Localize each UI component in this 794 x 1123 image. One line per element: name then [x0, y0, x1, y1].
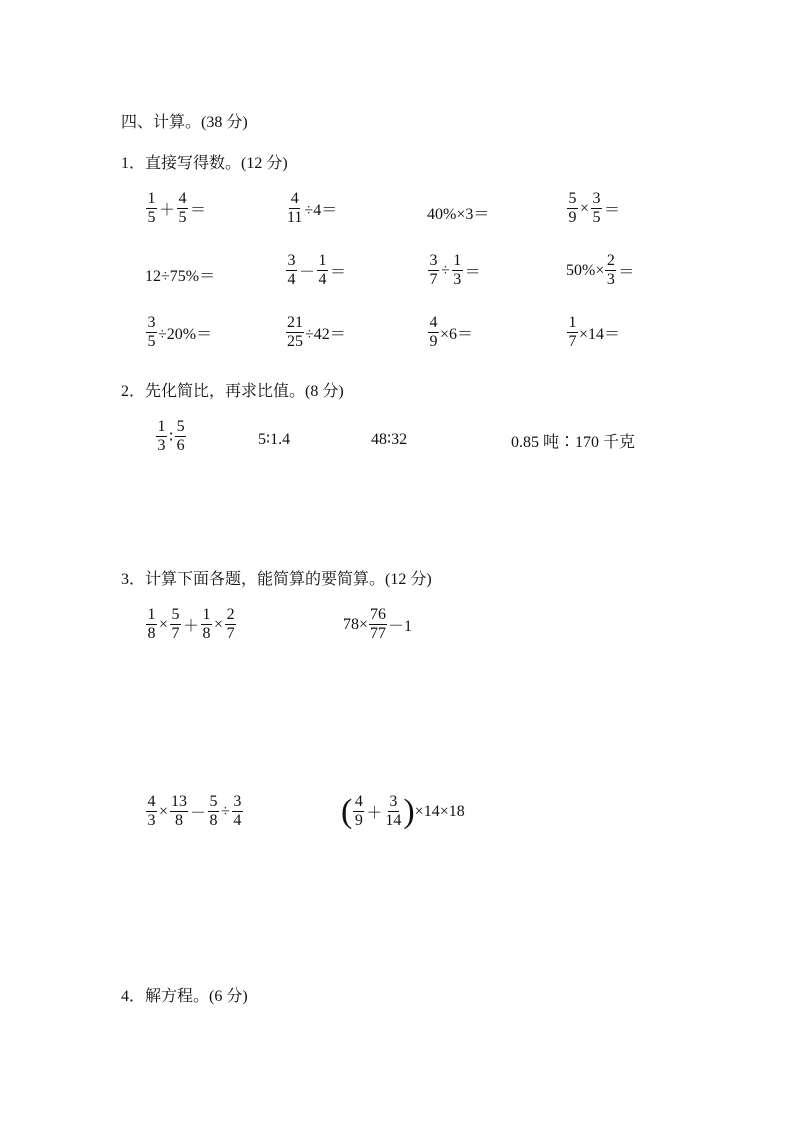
fraction: $\frac{5}{8}$: [209, 793, 218, 829]
fraction: $\frac{3}{14}$: [385, 793, 402, 829]
q1-item-4: $\frac{5}{9}$ × $\frac{3}{5}$ ＝: [568, 190, 621, 226]
q3-expr-4: ( $\frac{4}{9}$ ＋ $\frac{3}{14}$ ) ×14×18: [341, 792, 465, 830]
fraction: $\frac{1}{8}$: [147, 606, 156, 642]
fraction: $\frac{1}{3}$: [157, 418, 166, 454]
right-paren: ): [403, 792, 415, 830]
fraction: $\frac{1}{5}$: [147, 190, 156, 226]
q1-item-7: $\frac{3}{7}$ ÷ $\frac{1}{3}$ ＝: [429, 252, 481, 288]
fraction: $\frac{21}{25}$: [287, 314, 303, 350]
q3-expr-3: $\frac{4}{3}$ × $\frac{13}{8}$ － $\frac{5}{8}$ ÷ $\frac{3}{4}$: [147, 793, 242, 829]
q2-item-1: $\frac{1}{3}$ ∶ $\frac{5}{6}$: [157, 418, 185, 454]
fraction: $\frac{1}{4}$: [318, 252, 327, 288]
q1-item-1: $\frac{1}{5}$ ＋ $\frac{4}{5}$ ＝: [147, 190, 207, 226]
q2-item-3: 48∶32: [371, 431, 408, 448]
fraction: $\frac{2}{3}$: [606, 252, 615, 288]
q1-item-10: $\frac{21}{25}$ ÷42＝: [287, 314, 346, 350]
fraction: $\frac{1}{8}$: [202, 606, 211, 642]
q3-expr-1: $\frac{1}{8}$ × $\frac{5}{7}$ ＋ $\frac{1}{8}$ × $\frac{2}{7}$: [147, 606, 235, 642]
q2-item-2: 5∶1.4: [258, 431, 291, 448]
fraction: $\frac{1}{3}$: [453, 252, 462, 288]
q2-title: 2．先化简比，再求比值。(8 分): [121, 383, 344, 400]
fraction: $\frac{3}{4}$: [287, 252, 296, 288]
q1-item-11: $\frac{4}{9}$ ×6＝: [429, 314, 474, 350]
q1-item-6: $\frac{3}{4}$ － $\frac{1}{4}$ ＝: [287, 252, 347, 288]
fraction: $\frac{3}{4}$: [233, 793, 242, 829]
fraction: $\frac{5}{7}$: [171, 606, 180, 642]
q3-title: 3．计算下面各题，能简算的要简算。(12 分): [121, 571, 432, 588]
q1-item-12: $\frac{1}{7}$ ×14＝: [568, 314, 621, 350]
q1-item-2: $\frac{4}{11}$ ÷4＝: [287, 190, 338, 226]
fraction: $\frac{2}{7}$: [226, 606, 235, 642]
q1-item-5: 12÷75%＝: [145, 268, 216, 285]
fraction: $\frac{5}{6}$: [176, 418, 185, 454]
fraction: $\frac{13}{8}$: [171, 793, 188, 829]
fraction: $\frac{4}{9}$: [354, 793, 363, 829]
fraction: $\frac{4}{11}$: [287, 190, 303, 226]
fraction: $\frac{4}{9}$: [429, 314, 438, 350]
fraction: $\frac{76}{77}$: [370, 606, 387, 642]
fraction: $\frac{1}{7}$: [568, 314, 577, 350]
q4-title: 4．解方程。(6 分): [121, 988, 248, 1005]
fraction: $\frac{5}{9}$: [568, 190, 577, 226]
fraction: $\frac{3}{7}$: [429, 252, 438, 288]
section-heading: 四、计算。(38 分): [121, 114, 248, 131]
fraction: $\frac{4}{3}$: [147, 793, 156, 829]
q2-item-4: 0.85 吨∶170 千克: [511, 434, 636, 451]
fraction: $\frac{3}{5}$: [592, 190, 601, 226]
q1-title: 1．直接写得数。(12 分): [121, 155, 288, 172]
q3-expr-2: 78× $\frac{76}{77}$ －1: [343, 606, 413, 642]
q1-item-3: 40%×3＝: [427, 206, 490, 223]
left-paren: (: [341, 792, 353, 830]
q1-item-9: $\frac{3}{5}$ ÷20%＝: [147, 314, 213, 350]
fraction: $\frac{4}{5}$: [178, 190, 187, 226]
fraction: $\frac{3}{5}$: [147, 314, 156, 350]
q1-item-8: 50%× $\frac{2}{3}$ ＝: [566, 252, 635, 288]
